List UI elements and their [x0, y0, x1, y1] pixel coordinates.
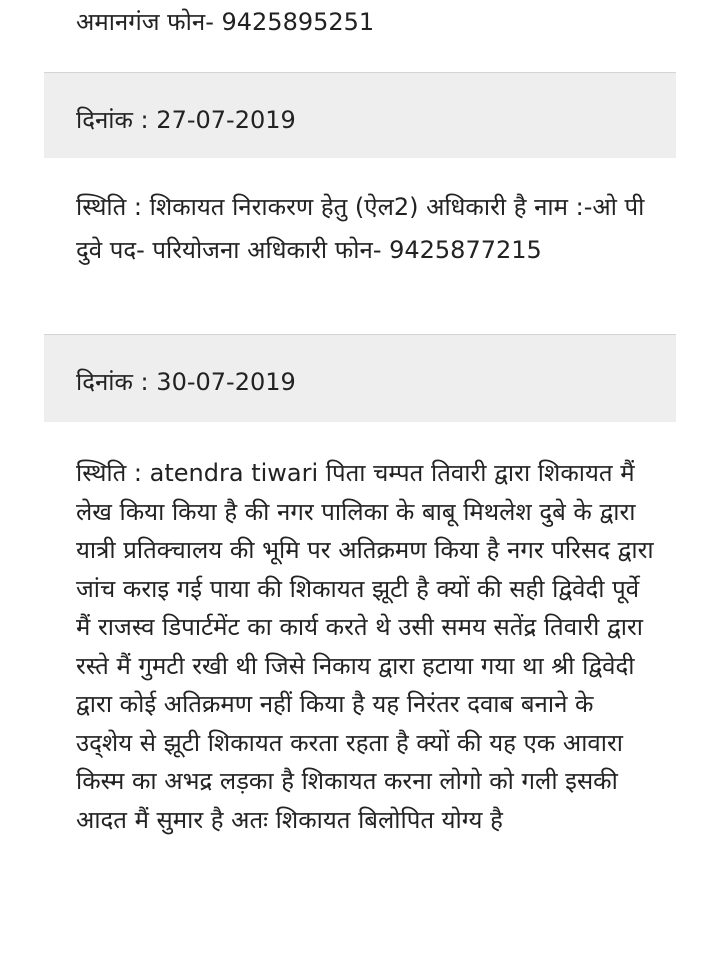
- status-text: अमानगंज फोन- 9425895251: [76, 8, 375, 36]
- status-line: [76, 422, 656, 839]
- status-line: [76, 158, 656, 272]
- date-line: [76, 73, 656, 140]
- date-row: [44, 334, 676, 422]
- status-text: atendra tiwari पिता चम्पत तिवारी द्वारा शिकायत मैं लेख किया किया है की नगर पालिका के बाबू मिथलेश दुबे के द्वारा यात्री प्रतिक्चालय की भूमि पर अतिक्रमण किया है नगर परिसद द्वारा जांच कराइ गई पाया की शिकायत झूटी है क्यों की सही द्विवेदी पूर्वे मैं राजस्व डिपार्टमेंट का कार्य करते थे उसी समय सतेंद्र तिवारी द्वारा रस्ते मैं गुमटी रखी थी जिसे निकाय द्वारा हटाया गया था श्री द्विवेदी द्वारा कोई अतिक्रमण नहीं किया है यह निरंतर दवाब बनाने के उद्शेय से झूटी शिकायत करता रहता है क्यों की यह एक आवारा किस्म का अभद्र लड़का है शिकायत करना लोगो को गली इसकी आदत मैं सुमार है अतः शिकायत बिलोपित योग्य है: [76, 459, 654, 834]
- date-value: 27-07-2019: [156, 106, 296, 134]
- status-label: स्थिति :: [76, 459, 143, 487]
- date-row: [44, 72, 676, 158]
- date-label: दिनांक :: [76, 368, 149, 396]
- status-row: [44, 0, 676, 72]
- date-label: दिनांक :: [76, 106, 149, 134]
- status-row: [44, 158, 676, 334]
- status-row: [44, 422, 676, 963]
- status-text: शिकायत निराकरण हेतु (ऐल2) अधिकारी है नाम :-ओ पी दुवे पद- परियोजना अधिकारी फोन- 9425877215: [76, 193, 645, 264]
- status-label: स्थिति :: [76, 193, 143, 221]
- date-value: 30-07-2019: [156, 368, 296, 396]
- date-line: [76, 335, 656, 402]
